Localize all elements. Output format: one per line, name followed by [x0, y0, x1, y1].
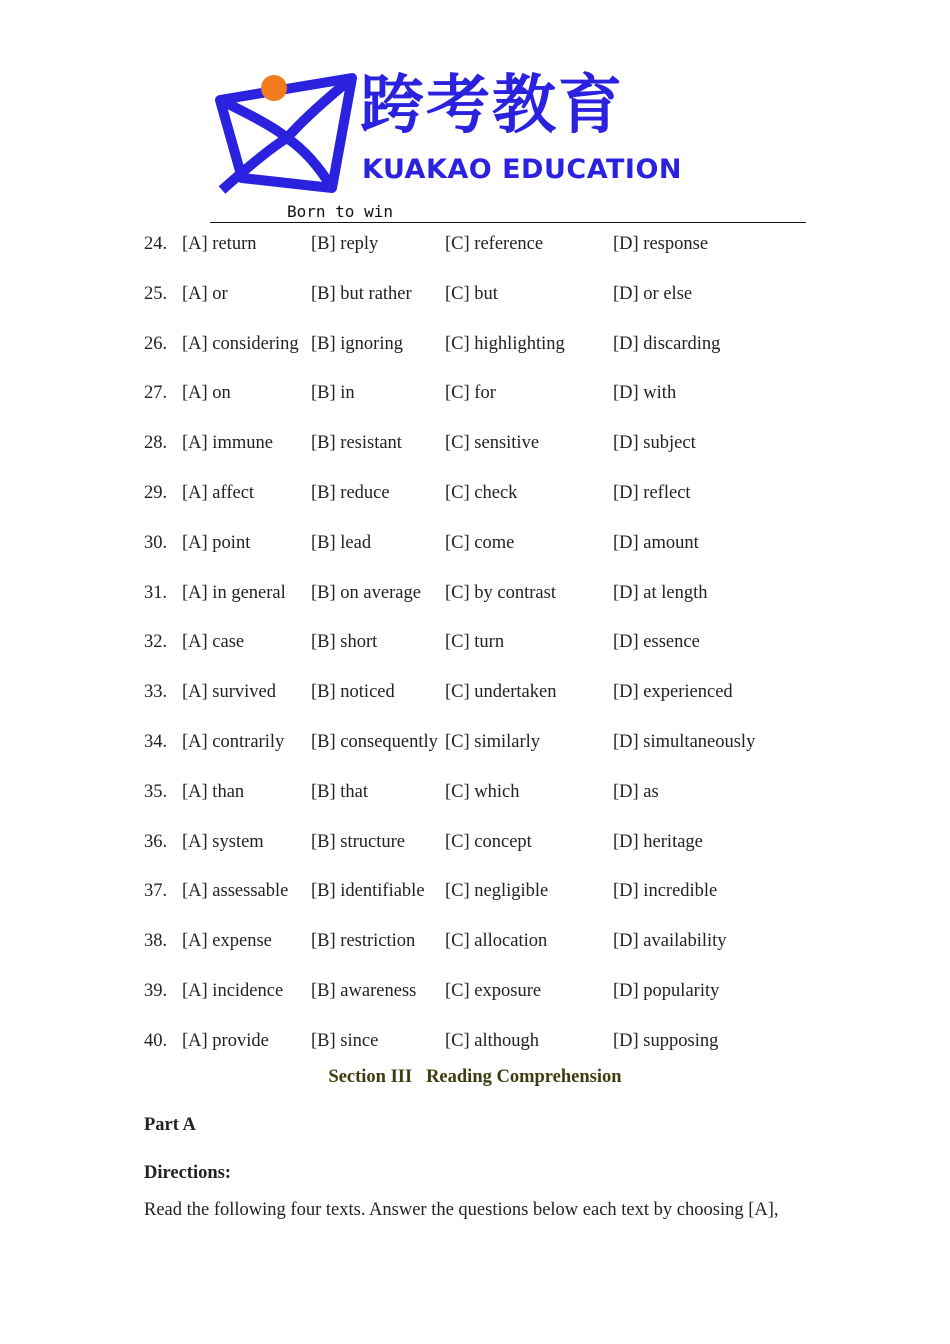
option-b: [B] awareness: [311, 981, 417, 1001]
question-row: [0, 281, 950, 307]
question-number: 26.: [144, 333, 168, 354]
option-b: [B] ignoring: [311, 333, 403, 354]
option-a: [A] than: [182, 781, 245, 802]
option-d: [D] at length: [613, 582, 708, 603]
option-d: [D] response: [613, 234, 709, 254]
option-b: [B] identifiable: [311, 881, 425, 902]
question-number: 33.: [144, 682, 168, 703]
option-c: [C] check: [445, 483, 518, 503]
option-b: [B] in: [311, 383, 355, 404]
option-a: [A] provide: [182, 1030, 269, 1051]
header-divider: [210, 222, 806, 223]
option-c: [C] by contrast: [445, 582, 556, 603]
question-number: 35.: [144, 781, 168, 802]
option-d: [D] with: [613, 383, 677, 404]
question-row: [0, 231, 950, 257]
question-number: 34.: [144, 732, 168, 752]
option-a: [A] or: [182, 283, 228, 304]
option-a: [A] on: [182, 383, 231, 404]
question-row: [0, 679, 950, 705]
option-c: [C] undertaken: [445, 682, 557, 703]
option-a: [A] in general: [182, 582, 286, 603]
option-b: [B] since: [311, 1030, 379, 1051]
option-a: [A] point: [182, 532, 251, 553]
tagline: Born to win: [287, 202, 393, 221]
option-c: [C] but: [445, 283, 498, 304]
option-b: [B] restriction: [311, 931, 416, 952]
option-c: [C] which: [445, 781, 520, 802]
option-c: [C] highlighting: [445, 333, 565, 354]
question-number: 36.: [144, 831, 168, 852]
question-row: [0, 380, 950, 406]
option-c: [C] turn: [445, 632, 505, 653]
directions-heading: Directions:: [144, 1163, 231, 1183]
option-b: [B] short: [311, 632, 378, 653]
option-c: [C] exposure: [445, 981, 542, 1001]
option-b: [B] resistant: [311, 433, 402, 454]
question-number: 25.: [144, 283, 168, 304]
option-b: [B] consequently: [311, 732, 438, 752]
option-c: [C] sensitive: [445, 433, 540, 454]
question-number: 37.: [144, 881, 168, 902]
option-a: [A] assessable: [182, 881, 289, 902]
question-number: 29.: [144, 483, 168, 503]
option-c: [C] concept: [445, 831, 532, 852]
option-b: [B] on average: [311, 582, 421, 603]
option-c: [C] allocation: [445, 931, 548, 952]
question-row: [0, 331, 950, 357]
question-row: [0, 530, 950, 556]
option-a: [A] system: [182, 831, 264, 852]
option-d: [D] supposing: [613, 1030, 719, 1051]
logo-english-text: KUAKAO EDUCATION: [362, 154, 683, 185]
option-d: [D] or else: [613, 283, 693, 304]
option-d: [D] incredible: [613, 881, 718, 902]
question-number: 38.: [144, 931, 168, 952]
question-row: [0, 480, 950, 506]
option-b: [B] but rather: [311, 283, 412, 304]
question-row: [0, 829, 950, 855]
option-c: [C] reference: [445, 234, 544, 254]
option-c: [C] for: [445, 383, 496, 404]
option-d: [D] simultaneously: [613, 732, 756, 752]
logo-mark-icon: [212, 70, 362, 195]
option-a: [A] case: [182, 632, 245, 653]
question-number: 39.: [144, 981, 168, 1001]
option-b: [B] that: [311, 781, 369, 802]
option-a: [A] incidence: [182, 981, 284, 1001]
question-number: 27.: [144, 383, 168, 404]
option-d: [D] subject: [613, 433, 696, 454]
option-d: [D] availability: [613, 931, 727, 952]
question-number: 30.: [144, 532, 168, 553]
option-a: [A] return: [182, 234, 257, 254]
option-d: [D] reflect: [613, 483, 691, 503]
option-d: [D] heritage: [613, 831, 703, 852]
option-a: [A] survived: [182, 682, 277, 703]
question-number: 28.: [144, 433, 168, 454]
option-d: [D] discarding: [613, 333, 721, 354]
question-row: [0, 580, 950, 606]
option-b: [B] noticed: [311, 682, 395, 703]
option-d: [D] as: [613, 781, 659, 802]
option-c: [C] similarly: [445, 732, 541, 752]
question-number: 24.: [144, 234, 168, 254]
option-a: [A] affect: [182, 483, 255, 503]
instructions-text: Read the following four texts. Answer the questions below each text by choosing [A],: [144, 1200, 779, 1220]
option-d: [D] popularity: [613, 981, 720, 1001]
option-a: [A] considering: [182, 333, 299, 354]
option-b: [B] lead: [311, 532, 372, 553]
question-number: 40.: [144, 1030, 168, 1051]
option-c: [C] come: [445, 532, 515, 553]
option-c: [C] negligible: [445, 881, 549, 902]
option-d: [D] essence: [613, 632, 700, 653]
option-a: [A] immune: [182, 433, 273, 454]
option-c: [C] although: [445, 1030, 540, 1051]
option-b: [B] reply: [311, 234, 379, 254]
question-row: [0, 1028, 950, 1054]
logo-chinese-text: 跨考教育: [360, 69, 624, 143]
option-a: [A] expense: [182, 931, 272, 952]
kuakao-logo: [212, 69, 683, 200]
question-row: [0, 629, 950, 655]
option-b: [B] reduce: [311, 483, 390, 503]
question-row: [0, 978, 950, 1004]
section-title: Section III Reading Comprehension: [328, 1067, 622, 1087]
question-row: [0, 729, 950, 755]
option-b: [B] structure: [311, 831, 406, 852]
question-row: [0, 779, 950, 805]
question-row: [0, 878, 950, 904]
question-row: [0, 430, 950, 456]
option-d: [D] experienced: [613, 682, 733, 703]
question-row: [0, 928, 950, 954]
option-a: [A] contrarily: [182, 732, 285, 752]
question-number: 31.: [144, 582, 168, 603]
option-d: [D] amount: [613, 532, 699, 553]
question-number: 32.: [144, 632, 168, 653]
part-heading: Part A: [144, 1115, 196, 1135]
